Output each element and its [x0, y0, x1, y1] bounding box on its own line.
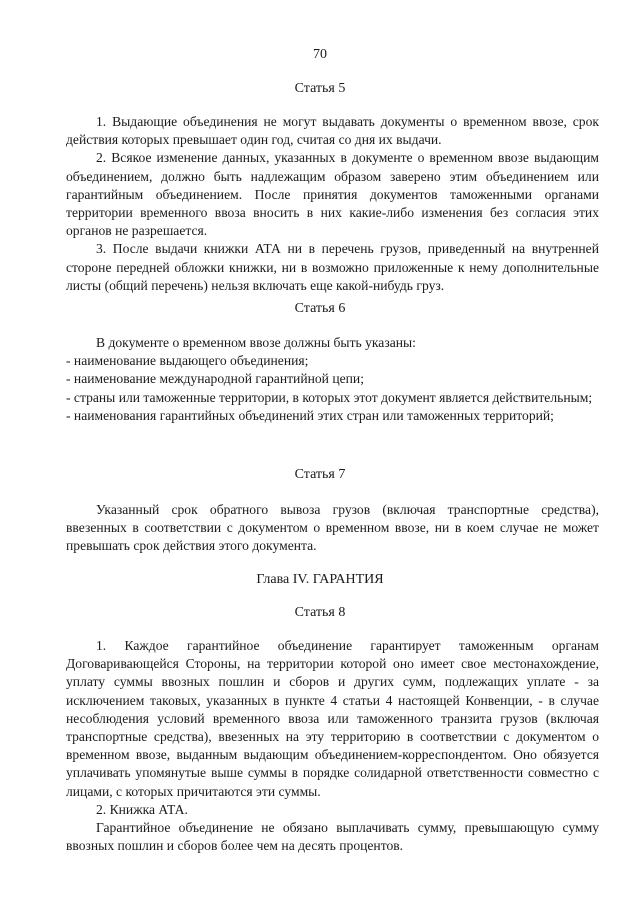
article-8-body — [66, 637, 599, 855]
article-6-item-1: - наименование выдающего объединения; — [66, 353, 309, 369]
article-5-heading: Статья 5 — [294, 81, 346, 96]
article-7-body — [66, 501, 599, 556]
article-6-item-4: - наименования гарантийных объединений этих стран или таможенных территорий; — [66, 407, 554, 423]
article-6-body — [66, 334, 599, 425]
article-8-paragraph-1: 1. Каждое гарантийное объединение гарантирует таможенным органам Договаривающейся Стороны, на территории которой оно имеет свое местонахождение, уплату суммы ввозных пошлин и сборов и других сумм, подлежащих уплате - за исключением таковых, указанных в пункте 4 статьи 4 настоящей Конвенции, - в случае несоблюдения условий временного ввоза или таможенного транзита грузов (включая транспортные средства), ввезенных на эту территорию в соответствии с документом о временном ввозе, выданным выдающим объединением-корреспондентом. Оно обязуется уплачивать упомянутые выше суммы в порядке солидарной ответственности совместно с лицами, с которых причитаются эти суммы. — [66, 638, 599, 799]
article-8-paragraph-3: Гарантийное объединение не обязано выплачивать сумму, превышающую сумму ввозных пошлин и сборов более чем на десять процентов. — [66, 820, 599, 854]
article-6-intro: В документе о временном ввозе должны быть указаны: — [96, 335, 416, 350]
page-number: 70 — [313, 47, 327, 62]
article-5-paragraph-2: 2. Всякое изменение данных, указанных в документе о временном ввозе выдающим объединением, должно быть надлежащим образом заверено этим объединением или гарантийным объединением. После принятия документов таможенными органами территории временного ввоза вносить в них какие-либо изменения без согласия этих органов не разрешается. — [66, 150, 599, 239]
article-5-body — [66, 113, 599, 295]
article-5-paragraph-3: 3. После выдачи книжки АТА ни в перечень грузов, приведенный на внутренней стороне передней обложки книжки, ни в возможно приложенные к нему дополнительные листы (общий перечень) нельзя включать еще какой-нибудь груз. — [66, 241, 599, 293]
article-7-paragraph-1: Указанный срок обратного вывоза грузов (включая транспортные средства), ввезенных в соответствии с документом о временном ввозе, ни в коем случае не может превышать срок действия этого документа. — [66, 502, 599, 554]
article-6-item-2: - наименование международной гарантийной цепи; — [66, 371, 364, 387]
chapter-4-heading: Глава IV. ГАРАНТИЯ — [256, 572, 384, 587]
article-8-paragraph-2: 2. Книжка АТА. — [96, 801, 188, 817]
article-5-paragraph-1: 1. Выдающие объединения не могут выдавать документы о временном ввозе, срок действия которых превышает один год, считая со дня их выдачи. — [66, 114, 599, 148]
article-7-heading: Статья 7 — [294, 467, 346, 482]
article-6-heading: Статья 6 — [294, 301, 346, 316]
article-8-heading: Статья 8 — [294, 605, 346, 620]
article-6-item-3: - страны или таможенные территории, в которых этот документ является действительным; — [66, 389, 593, 405]
